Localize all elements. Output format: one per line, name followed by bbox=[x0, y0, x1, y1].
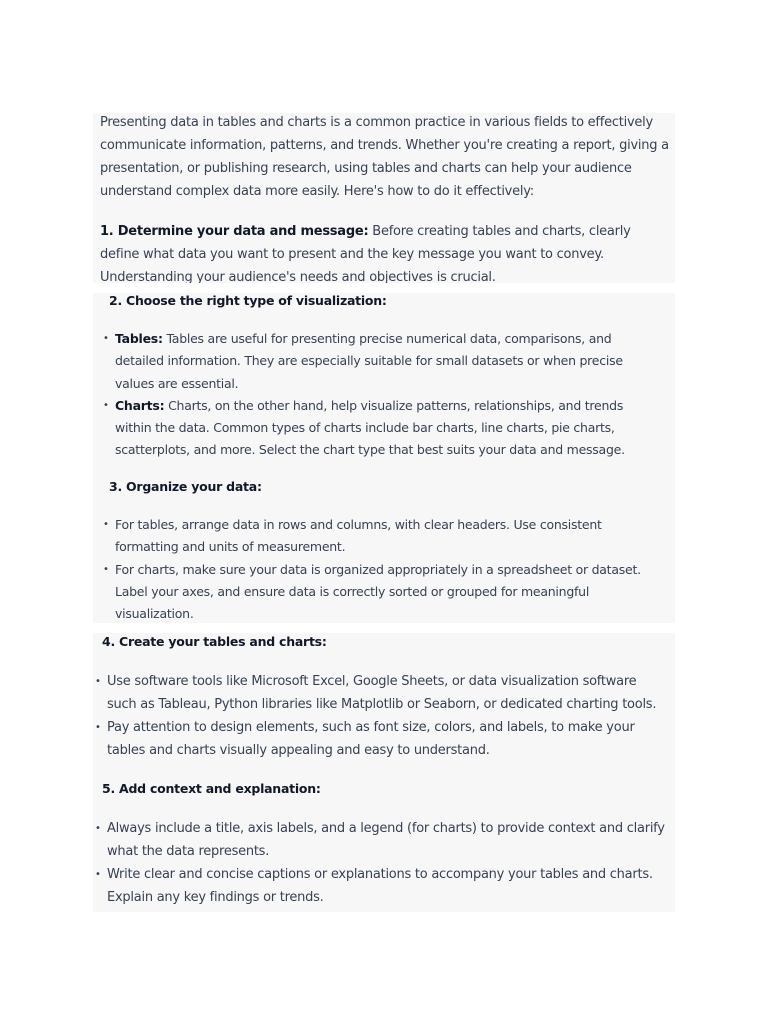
step5-list bbox=[95, 817, 667, 909]
list-item bbox=[95, 670, 667, 716]
bullet-icon: • bbox=[103, 519, 109, 530]
list-item bbox=[95, 863, 667, 909]
step1-paragraph bbox=[100, 220, 670, 283]
list-item-text: Tables are useful for presenting precise numerical data, comparisons, and detailed information. They are especially suitable for small datasets or when precise values are essential. bbox=[115, 331, 623, 391]
list-item bbox=[95, 817, 667, 863]
bullet-icon: • bbox=[95, 823, 101, 834]
bullet-icon: • bbox=[95, 676, 101, 687]
list-item-label: Charts: bbox=[115, 397, 165, 413]
bullet-icon: • bbox=[95, 869, 101, 880]
list-item bbox=[103, 514, 655, 559]
step4-heading: 4. Create your tables and charts: bbox=[102, 634, 327, 649]
bullet-icon: • bbox=[103, 333, 109, 344]
step5-heading: 5. Add context and explanation: bbox=[102, 781, 321, 796]
step1-label: 1. Determine your data and message: bbox=[100, 224, 369, 239]
list-item-label: Tables: bbox=[115, 331, 163, 346]
list-item bbox=[95, 716, 667, 762]
step2-list bbox=[103, 328, 655, 462]
list-item-text: Always include a title, axis labels, and a legend (for charts) to provide context and clarify what the data represents. bbox=[107, 821, 665, 859]
list-item-text: Pay attention to design elements, such as font size, colors, and labels, to make your tables and charts visually appealing and easy to understand. bbox=[107, 720, 635, 758]
list-item-text: Use software tools like Microsoft Excel, Google Sheets, or data visualization software such as Tableau, Python libraries like Matplotlib or Seaborn, or dedicated charting tools. bbox=[107, 674, 657, 712]
steps-2-3-section bbox=[93, 293, 675, 623]
bullet-icon: • bbox=[103, 399, 109, 411]
step3-list bbox=[103, 514, 655, 623]
step2-heading: 2. Choose the right type of visualization: bbox=[109, 293, 387, 308]
step4-list bbox=[95, 670, 667, 762]
list-item bbox=[103, 559, 655, 623]
intro-section bbox=[93, 113, 675, 283]
step3-heading: 3. Organize your data: bbox=[109, 479, 262, 494]
list-item-text: For charts, make sure your data is organized appropriately in a spreadsheet or dataset. Label your axes, and ensure data is correctly sorted or grouped for meaningful visualization. bbox=[115, 561, 641, 622]
step1-text: Before creating tables and charts, clearly define what data you want to present and the key message you want to convey. Understanding your audience's needs and objectives is crucial. bbox=[100, 224, 631, 283]
list-item bbox=[103, 395, 655, 462]
bullet-icon: • bbox=[95, 722, 101, 733]
list-item-text: Write clear and concise captions or explanations to accompany your tables and charts. Explain any key findings or trends. bbox=[107, 867, 653, 905]
intro-paragraph: Presenting data in tables and charts is a common practice in various fields to effectively communicate information, patterns, and trends. Whether you're creating a report, giving a presentation, or publishing research, using tables and charts can help your audience understand complex data more easily. Here's how to do it effectively: bbox=[100, 115, 669, 199]
list-item-text: Charts, on the other hand, help visualize patterns, relationships, and trends within the data. Common types of charts include bar charts, line charts, pie charts, scatterplots, and more. Select the chart type that best suits your data and message. bbox=[115, 397, 625, 458]
bullet-icon: • bbox=[103, 563, 109, 575]
steps-4-5-section bbox=[93, 633, 675, 912]
list-item-text: For tables, arrange data in rows and columns, with clear headers. Use consistent formatting and units of measurement. bbox=[115, 517, 602, 555]
list-item bbox=[103, 328, 655, 395]
